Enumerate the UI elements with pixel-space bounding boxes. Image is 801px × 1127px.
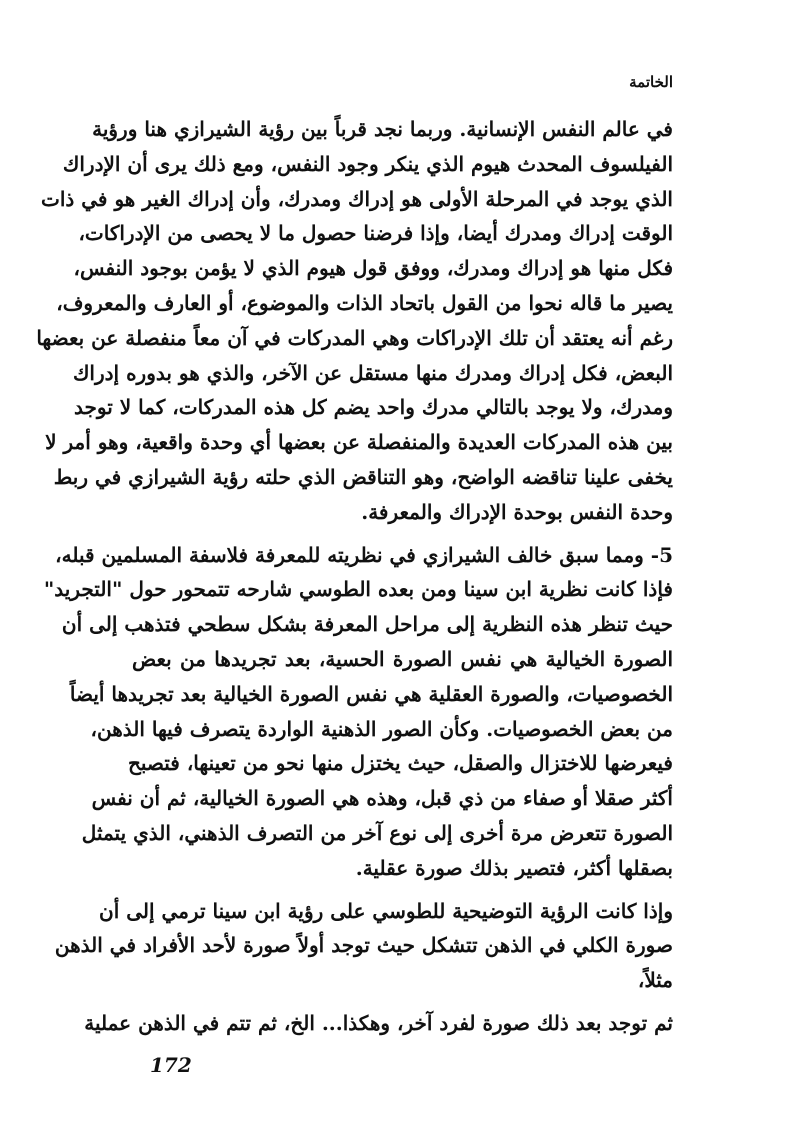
text-line: مثلاً، <box>637 968 673 993</box>
text-line: حيث تنظر هذه النظرية إلى مراحل المعرفة بشكل سطحي فتذهب إلى أن <box>61 612 673 637</box>
text-line: الصورة الخيالية هي نفس الصورة الحسية، بعد تجريدها من بعض <box>132 646 673 671</box>
text-line: فإذا كانت نظرية ابن سينا ومن بعده الطوسي شارحه تتمحور حول "التجريد" <box>43 577 673 602</box>
text-line: بصقلها أكثر، فتصير بذلك صورة عقلية. <box>355 855 673 880</box>
text-line: من بعض الخصوصيات. وكأن الصور الذهنية الواردة يتصرف فيها الذهن، <box>90 716 673 741</box>
running-head: الخاتمة <box>629 73 673 91</box>
text-line: الخصوصيات، والصورة العقلية هي نفس الصورة الخيالية بعد تجريدها أيضاً <box>69 681 673 706</box>
text-line: رغم أنه يعتقد أن تلك الإدراكات وهي المدركات في آن معاً منفصلة عن بعضها <box>36 325 673 350</box>
text-line: الصورة تتعرض مرة أخرى إلى نوع آخر من التصرف الذهني، الذي يتمثل <box>81 820 673 845</box>
text-line: أكثر صقلا أو صفاء من ذي قبل، وهذه هي الصورة الخيالية، ثم أن نفس <box>91 786 673 811</box>
text-line: ومدرك، ولا يوجد بالتالي مدرك واحد يضم كل هذه المدركات، كما لا توجد <box>74 395 673 420</box>
text-line: 5- ومما سبق خالف الشيرازي في نظريته للمعرفة فلاسفة المسلمين قبله، <box>55 542 673 567</box>
paragraph <box>54 894 673 998</box>
paragraph-gap <box>132 530 673 538</box>
text-line: ثم توجد بعد ذلك صورة لفرد آخر، وهكذا... الخ، ثم تتم في الذهن عملية <box>84 1010 673 1035</box>
page-number: 172 <box>150 1053 192 1077</box>
paragraph <box>84 1006 673 1041</box>
text-line: بين هذه المدركات العديدة والمنفصلة عن بعضها أي وحدة واقعية، وهو أمر لا <box>45 430 673 455</box>
paragraph <box>43 538 673 886</box>
text-line: صورة الكلي في الذهن تتشكل حيث توجد أولاً صورة لأحد الأفراد في الذهن <box>54 933 673 958</box>
text-line: الذي يوجد في المرحلة الأولى هو إدراك ومدرك، وأن إدراك الغير هو في ذات <box>41 186 673 211</box>
paragraph-gap <box>132 998 673 1006</box>
text-line: فكل منها هو إدراك ومدرك، ووفق قول هيوم الذي لا يؤمن بوجود النفس، <box>73 256 673 281</box>
text-line: الوقت إدراك ومدرك أيضا، وإذا فرضنا حصول ما لا يحصى من الإدراكات، <box>78 221 673 246</box>
text-line: البعض، فكل إدراك ومدرك منها مستقل عن الآخر، والذي هو بدوره إدراك <box>72 360 673 385</box>
body-text <box>36 112 673 1041</box>
text-line: في عالم النفس الإنسانية. وربما نجد قرباً بين رؤية الشيرازي هنا ورؤية <box>92 117 673 141</box>
text-line: يصير ما قاله نحوا من القول باتحاد الذات والموضوع، أو العارف والمعروف، <box>56 290 673 315</box>
text-line: وإذا كانت الرؤية التوضيحية للطوسي على رؤية ابن سينا ترمي إلى أن <box>99 898 673 923</box>
text-line: الفيلسوف المحدث هيوم الذي ينكر وجود النفس، ومع ذلك يرى أن الإدراك <box>62 151 673 176</box>
text-line: يخفى علينا تناقضه الواضح، وهو التناقض الذي حلته رؤية الشيرازي في ربط <box>53 464 673 489</box>
text-line: فيعرضها للاختزال والصقل، حيث يختزل منها نحو من تعينها، فتصبح <box>127 751 673 776</box>
text-line: وحدة النفس بوحدة الإدراك والمعرفة. <box>361 499 673 524</box>
paragraph <box>36 112 673 530</box>
paragraph-gap <box>132 886 673 894</box>
